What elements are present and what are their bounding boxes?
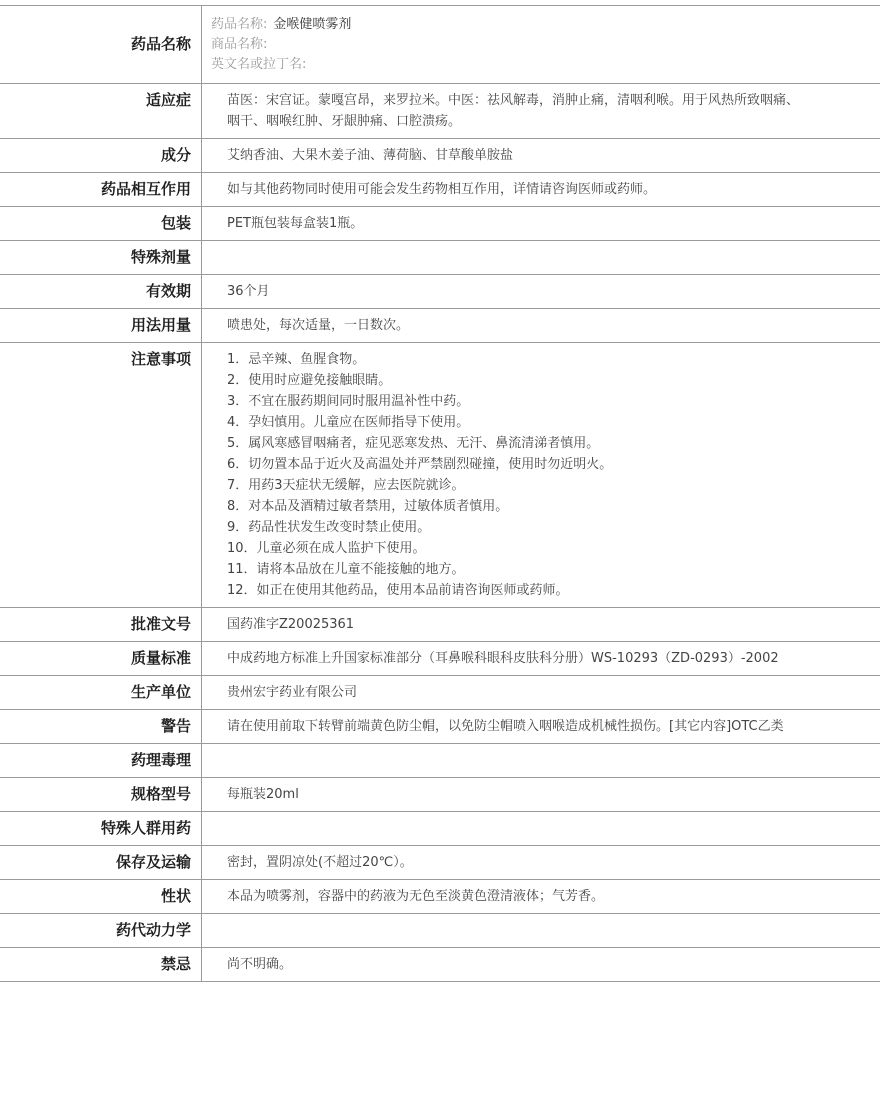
row-label: 药理毒理	[0, 744, 202, 777]
row-special-dosage	[0, 241, 880, 275]
precaution-item: 11．请将本品放在儿童不能接触的地方。	[227, 562, 465, 577]
indications-value: 苗医：宋宫证。蒙嘎宫昂，来罗拉米。中医：祛风解毒，消肿止痛，清咽利喉。用于风热所致咽痛、咽干、咽喉红肿、牙龈肿痛、口腔溃疡。	[227, 93, 800, 129]
row-special-population	[0, 812, 880, 846]
row-interactions	[0, 173, 880, 207]
row-label: 特殊剂量	[0, 241, 202, 274]
approval-number-value: 国药准字Z20025361	[227, 617, 355, 632]
row-pharmacokinetics	[0, 914, 880, 948]
generic-name-value: 金喉健喷雾剂	[273, 17, 352, 32]
usage-value: 喷患处，每次适量，一日数次。	[227, 318, 410, 333]
precaution-item: 12．如正在使用其他药品，使用本品前请咨询医师或药师。	[227, 583, 569, 598]
row-specification	[0, 778, 880, 812]
precautions-value	[202, 343, 880, 607]
row-label: 禁忌	[0, 948, 202, 981]
generic-name-key: 药品名称:	[211, 17, 268, 32]
row-label: 药品相互作用	[0, 173, 202, 206]
row-label: 保存及运输	[0, 846, 202, 879]
row-label: 警告	[0, 710, 202, 743]
ingredients-value: 艾纳香油、大果木姜子油、薄荷脑、甘草酸单胺盐	[227, 148, 514, 163]
row-contraindications	[0, 948, 880, 982]
special-dosage-value	[202, 241, 880, 274]
trade-name-key: 商品名称:	[211, 37, 268, 52]
row-properties	[0, 880, 880, 914]
precaution-item: 6．切勿置本品于近火及高温处并严禁剧烈碰撞，使用时勿近明火。	[227, 457, 613, 472]
interactions-value: 如与其他药物同时使用可能会发生药物相互作用，详情请咨询医师或药师。	[227, 182, 657, 197]
precaution-item: 1．忌辛辣、鱼腥食物。	[227, 352, 366, 367]
drug-info-table	[0, 5, 880, 982]
row-label: 用法用量	[0, 309, 202, 342]
row-shelf-life	[0, 275, 880, 309]
trade-name-line	[211, 35, 870, 55]
row-label: 有效期	[0, 275, 202, 308]
row-label: 生产单位	[0, 676, 202, 709]
row-label: 规格型号	[0, 778, 202, 811]
warning-value: 请在使用前取下转臂前端黄色防尘帽，以免防尘帽喷入咽喉造成机械性损伤。[其它内容]OTC乙类	[227, 719, 784, 734]
row-manufacturer	[0, 676, 880, 710]
quality-standard-value: 中成药地方标准上升国家标准部分（耳鼻喉科眼科皮肤科分册）WS-10293（ZD-0293）-2002	[227, 651, 779, 666]
row-label: 性状	[0, 880, 202, 913]
precaution-item: 4．孕妇慎用。儿童应在医师指导下使用。	[227, 415, 470, 430]
english-name-key: 英文名或拉丁名:	[211, 57, 307, 72]
row-label: 药代动力学	[0, 914, 202, 947]
contraindications-value: 尚不明确。	[227, 957, 293, 972]
row-warning	[0, 710, 880, 744]
precaution-item: 5．属风寒感冒咽痛者，症见恶寒发热、无汗、鼻流清涕者慎用。	[227, 436, 600, 451]
special-population-value	[202, 812, 880, 845]
precaution-item: 9．药品性状发生改变时禁止使用。	[227, 520, 431, 535]
precaution-item: 3．不宜在服药期间同时服用温补性中药。	[227, 394, 470, 409]
row-quality-standard	[0, 642, 880, 676]
row-approval-number	[0, 608, 880, 642]
precaution-item: 7．用药3天症状无缓解，应去医院就诊。	[227, 478, 465, 493]
row-label: 质量标准	[0, 642, 202, 675]
row-ingredients	[0, 139, 880, 173]
precaution-item: 10．儿童必须在成人监护下使用。	[227, 541, 426, 556]
properties-value: 本品为喷雾剂，容器中的药液为无色至淡黄色澄清液体；气芳香。	[227, 889, 605, 904]
row-storage	[0, 846, 880, 880]
generic-name-line	[211, 15, 870, 35]
row-drug-name	[0, 6, 880, 84]
pharmacokinetics-value	[202, 914, 880, 947]
row-label: 药品名称	[0, 6, 202, 83]
row-pharmacology	[0, 744, 880, 778]
row-label: 适应症	[0, 84, 202, 138]
row-indications	[0, 84, 880, 139]
row-usage	[0, 309, 880, 343]
row-package	[0, 207, 880, 241]
row-label: 成分	[0, 139, 202, 172]
precautions-list	[227, 349, 800, 601]
drug-name-values	[202, 6, 880, 83]
shelf-life-value: 36个月	[227, 284, 270, 299]
row-label: 包装	[0, 207, 202, 240]
precaution-item: 8．对本品及酒精过敏者禁用，过敏体质者慎用。	[227, 499, 509, 514]
package-value: PET瓶包装每盒装1瓶。	[227, 216, 364, 231]
row-precautions	[0, 343, 880, 608]
storage-value: 密封，置阴凉处(不超过20℃）。	[227, 855, 413, 870]
english-name-line	[211, 55, 870, 75]
pharmacology-value	[202, 744, 880, 777]
row-label: 批准文号	[0, 608, 202, 641]
specification-value: 每瓶装20ml	[227, 787, 299, 802]
row-label: 注意事项	[0, 343, 202, 607]
precaution-item: 2．使用时应避免接触眼睛。	[227, 373, 392, 388]
manufacturer-value: 贵州宏宇药业有限公司	[227, 685, 358, 700]
row-label: 特殊人群用药	[0, 812, 202, 845]
